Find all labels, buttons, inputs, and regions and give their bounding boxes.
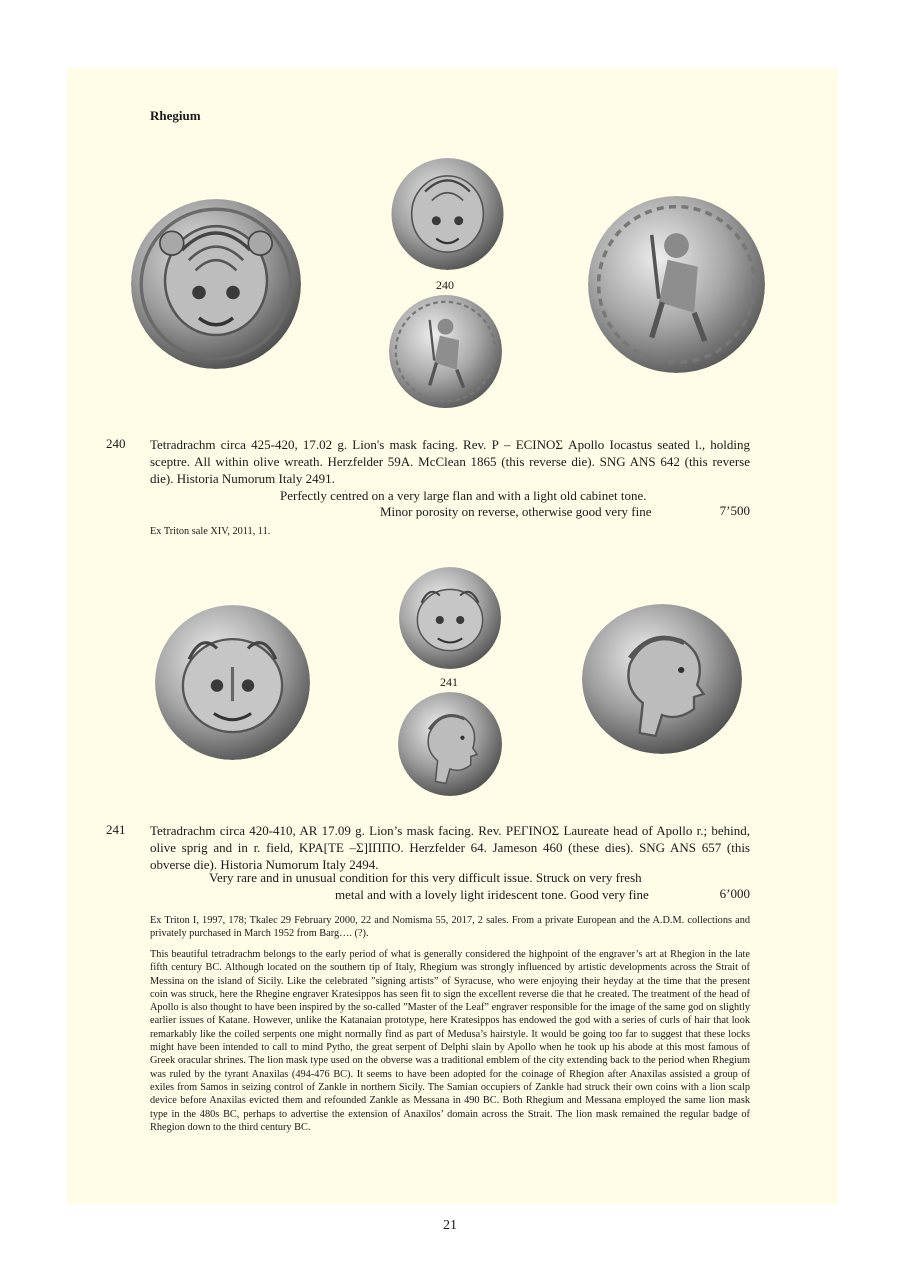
lion-mask-image xyxy=(131,199,301,369)
lot-description: Tetradrachm circa 420-410, AR 17.09 g. Lion’s mask facing. Rev. ΡΕΓΙΝΟΣ Laureate head of Apollo r.; behind, olive sprig and in r. field, ΚΡΑ[ΤΕ –Σ]ΙΠΠΟ. Herzfelder 64. Jameson 460 (these dies). SNG ANS 657 (this obverse die). Historia Numorum Italy 2494. xyxy=(150,823,750,872)
coin-241-obverse-large xyxy=(155,605,310,760)
lot-note: This beautiful tetradrachm belongs to the early period of what is generally considered the highpoint of the engraver’s art at Rhegion in the late fifth century BC. Although located on the southern tip of Italy, Rhegium was strongly influenced by artistic developments across the Strait of Messina on the island of Sicily. Like the celebrated ”signing artists” of Syracuse, who were enjoying their heyday at the time that the present coin was struck, here the Rhegine engraver Kratesippos has seen fit to sign the excellent reverse die that he created. The treatment of the head of Apollo is also thought to have been inspired by the so-called ”Master of the Leaf” engraver responsible for the image of the same god on slightly earlier issues of Katane. However, unlike the Katanaian prototype, here Kratesippos has endowed the god with a series of curls of hair that look remarkably like the coiled serpents one might normally find as part of Medusa’s hairstyle. It would be going too far to suggest that these locks might have been intended to call to mind Pytho, the great serpent of Delphi slain by Apollo when he took up his abode at this most famous of Greek oracular shrines. The lion mask type used on the obverse was a traditional emblem of the city extending back to the period when Rhegium was ruled by the tyrant Anaxilas (494-476 BC). It seems to have been adopted for the coinage of Rhegion after Anaxilas assisted a group of exiles from Samos in seizing control of Zankle in northern Sicily. The Samian occupiers of Zankle had struck their own coins with a lion scalp device before Anaxilas evicted them and refounded Zankle as Messana in 490 BC. Both Rhegium and Messana employed the same lion mask type in the 480s BC, perhaps to advertise the extension of Anaxilos’ domain across the Strait. The lion mask remained the regular badge of Rhegion down to the third century BC. xyxy=(150,949,750,1133)
coin-241-reverse-large xyxy=(582,604,742,754)
coin-240-obverse-large xyxy=(131,199,301,369)
lot-provenance: Ex Triton sale XIV, 2011, 11. xyxy=(150,526,271,537)
lot-provenance: Ex Triton I, 1997, 178; Tkalec 29 February 2000, 22 and Nomisma 55, 2017, 2 sales. From a private European and the A.D.M. collections and privately purchased in March 1952 from Barg…. (?). xyxy=(150,915,750,940)
lot-number: 240 xyxy=(106,436,126,451)
seated-apollo-image xyxy=(588,196,765,373)
lot-price: 6’000 xyxy=(719,886,750,901)
page-number: 21 xyxy=(443,1218,457,1233)
apollo-head-image xyxy=(398,692,502,796)
lot-condition-line1: Very rare and in unusual condition for this very difficult issue. Struck on very fresh xyxy=(209,870,642,885)
coin-240-image-label: 240 xyxy=(436,278,454,292)
lot-number: 241 xyxy=(106,822,126,837)
lion-mask-image xyxy=(390,158,505,270)
coin-241-obverse-small xyxy=(399,567,501,669)
coin-240-obverse-small xyxy=(390,158,505,270)
apollo-head-image xyxy=(582,604,742,754)
lion-mask-image xyxy=(155,605,310,760)
lot-condition-line1: Perfectly centred on a very large flan and with a light old cabinet tone. xyxy=(280,488,647,503)
lot-condition-line2: metal and with a lovely light iridescent tone. Good very fine xyxy=(335,887,649,902)
section-heading: Rhegium xyxy=(150,108,201,123)
lot-description: Tetradrachm circa 425-420, 17.02 g. Lion's mask facing. Rev. Ρ – ΕCΙΝΟΣ Apollo Iocastus seated l., holding sceptre. All within olive wreath. Herzfelder 59A. McClean 1865 (this reverse die). SNG ANS 642 (this reverse die). Historia Numorum Italy 2491. xyxy=(150,437,750,486)
seated-apollo-image xyxy=(389,294,502,409)
coin-240-reverse-large xyxy=(588,196,765,373)
lion-mask-image xyxy=(399,567,501,669)
coin-240-reverse-small xyxy=(389,294,502,409)
lot-price: 7’500 xyxy=(719,503,750,518)
lot-condition-line2: Minor porosity on reverse, otherwise good very fine xyxy=(380,504,652,519)
coin-241-reverse-small xyxy=(398,692,502,796)
coin-241-image-label: 241 xyxy=(440,675,458,689)
